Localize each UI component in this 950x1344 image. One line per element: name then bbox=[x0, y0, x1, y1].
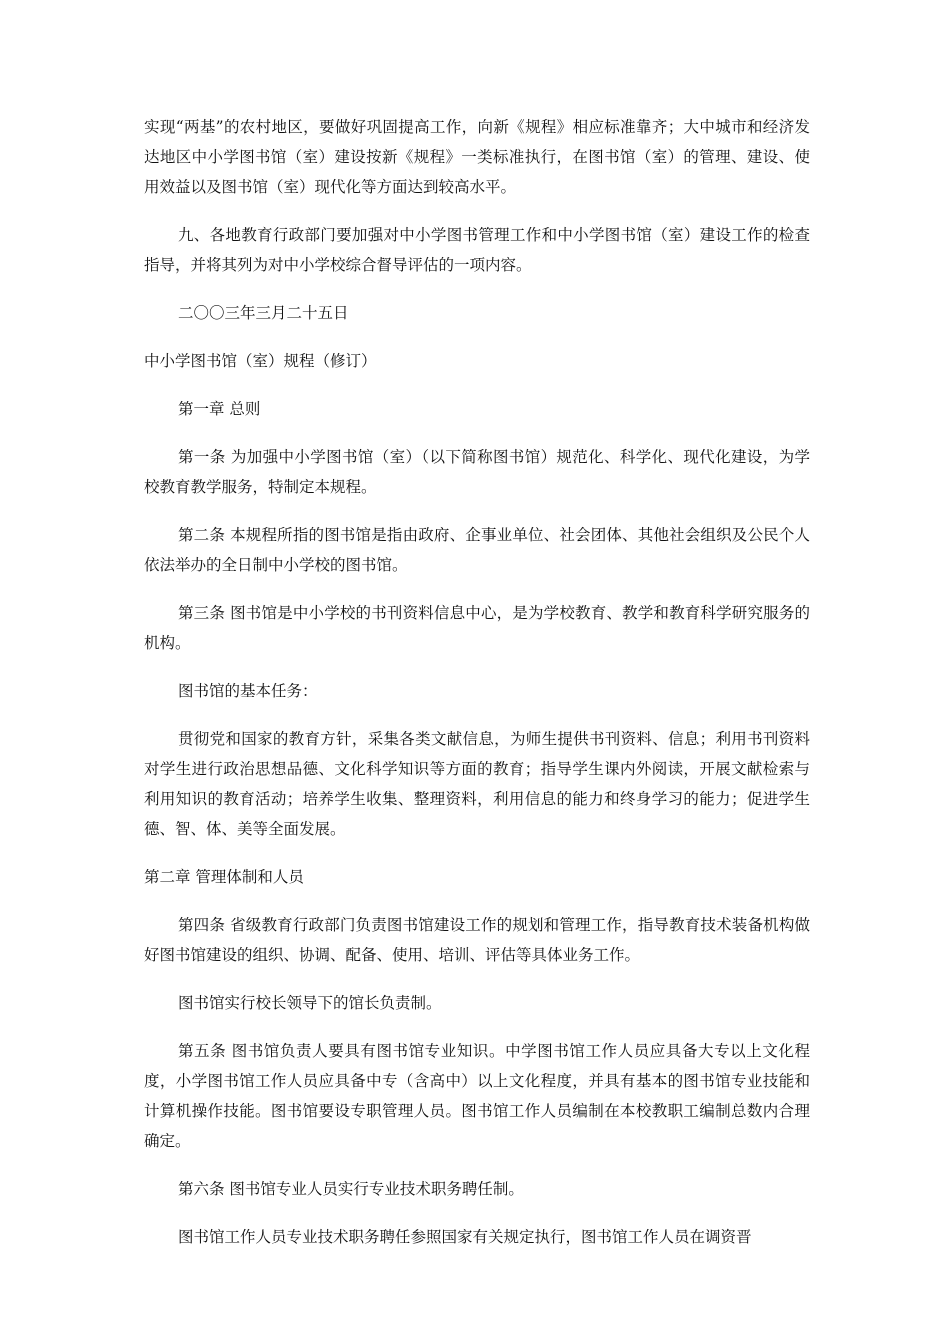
document-title: 中小学图书馆（室）规程（修订） bbox=[144, 352, 377, 370]
date-line: 二〇〇三年三月二十五日 bbox=[178, 304, 349, 322]
chapter-heading: 第二章 管理体制和人员 bbox=[144, 868, 304, 886]
paragraph: 图书馆工作人员专业技术职务聘任参照国家有关规定执行，图书馆工作人员在调资晋 bbox=[178, 1228, 752, 1246]
paragraph: 第三条 图书馆是中小学校的书刊资料信息中心，是为学校教育、教学和教育科学研究服务的机构。 bbox=[144, 604, 810, 652]
paragraph: 第六条 图书馆专业人员实行专业技术职务聘任制。 bbox=[178, 1180, 524, 1198]
paragraph: 第一条 为加强中小学图书馆（室）（以下简称图书馆）规范化、科学化、现代化建设，为学校教育教学服务，特制定本规程。 bbox=[144, 448, 810, 496]
paragraph: 图书馆实行校长领导下的馆长负责制。 bbox=[178, 994, 442, 1012]
paragraph: 图书馆的基本任务： bbox=[178, 682, 318, 700]
document-page bbox=[144, 112, 810, 1270]
paragraph: 贯彻党和国家的教育方针，采集各类文献信息，为师生提供书刊资料、信息；利用书刊资料对学生进行政治思想品德、文化科学知识等方面的教育；指导学生课内外阅读，开展文献检索与利用知识的教育活动；培养学生收集、整理资料，利用信息的能力和终身学习的能力；促进学生德、智、体、美等全面发展。 bbox=[144, 730, 810, 838]
paragraph: 第二条 本规程所指的图书馆是指由政府、企事业单位、社会团体、其他社会组织及公民个人依法举办的全日制中小学校的图书馆。 bbox=[144, 526, 810, 574]
chapter-heading: 第一章 总则 bbox=[178, 400, 261, 418]
paragraph: 第四条 省级教育行政部门负责图书馆建设工作的规划和管理工作，指导教育技术装备机构做好图书馆建设的组织、协调、配备、使用、培训、评估等具体业务工作。 bbox=[144, 916, 810, 964]
paragraph: 第五条 图书馆负责人要具有图书馆专业知识。中学图书馆工作人员应具备大专以上文化程度，小学图书馆工作人员应具备中专（含高中）以上文化程度，并具有基本的图书馆专业技能和计算机操作技能。图书馆要设专职管理人员。图书馆工作人员编制在本校教职工编制总数内合理确定。 bbox=[144, 1042, 810, 1150]
paragraph: 实现“两基”的农村地区，要做好巩固提高工作，向新《规程》相应标准靠齐；大中城市和经济发达地区中小学图书馆（室）建设按新《规程》一类标准执行，在图书馆（室）的管理、建设、使用效益以及图书馆（室）现代化等方面达到较高水平。 bbox=[144, 118, 810, 196]
paragraph: 九、各地教育行政部门要加强对中小学图书管理工作和中小学图书馆（室）建设工作的检查指导，并将其列为对中小学校综合督导评估的一项内容。 bbox=[144, 226, 810, 274]
